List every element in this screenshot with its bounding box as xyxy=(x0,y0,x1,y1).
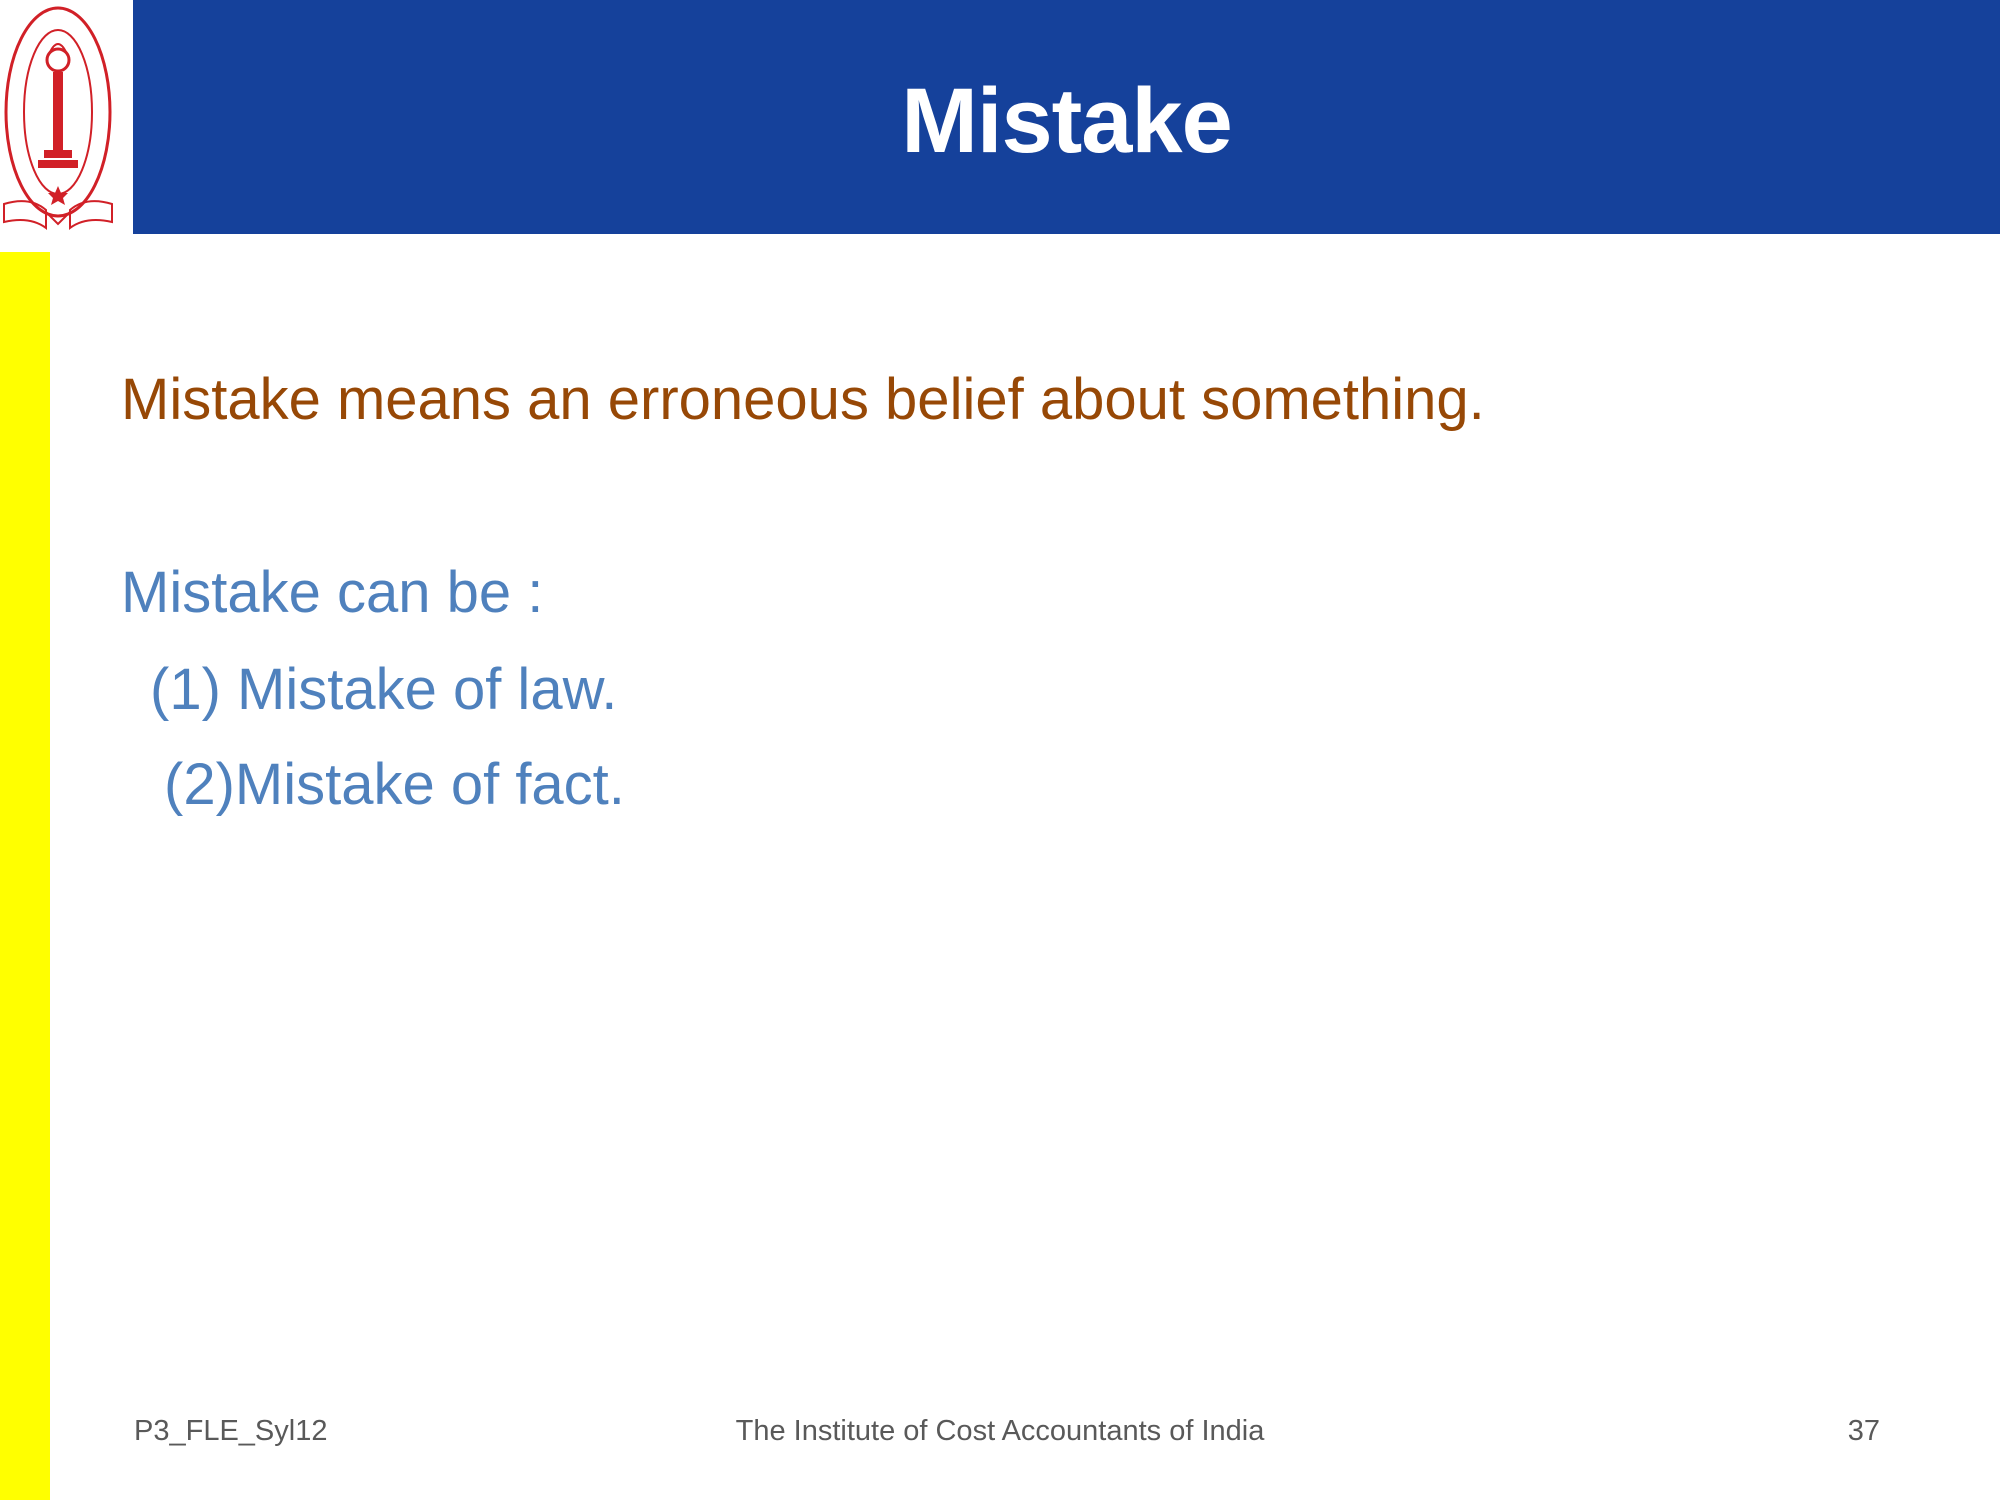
types-heading: Mistake can be : xyxy=(121,560,544,625)
type-item-law: (1) Mistake of law. xyxy=(150,657,618,722)
left-accent-strip xyxy=(0,252,50,1500)
definition-text: Mistake means an erroneous belief about something. xyxy=(121,367,1485,432)
footer-page-number: 37 xyxy=(1847,1415,1880,1447)
institute-seal-logo xyxy=(0,0,132,234)
type-item-fact: (2)Mistake of fact. xyxy=(164,752,625,817)
title-bar xyxy=(133,0,2000,234)
seal-icon xyxy=(0,0,132,234)
slide-title: Mistake xyxy=(901,70,1232,172)
footer-institute-name: The Institute of Cost Accountants of India xyxy=(735,1415,1265,1447)
footer-course-code: P3_FLE_Syl12 xyxy=(134,1415,328,1447)
